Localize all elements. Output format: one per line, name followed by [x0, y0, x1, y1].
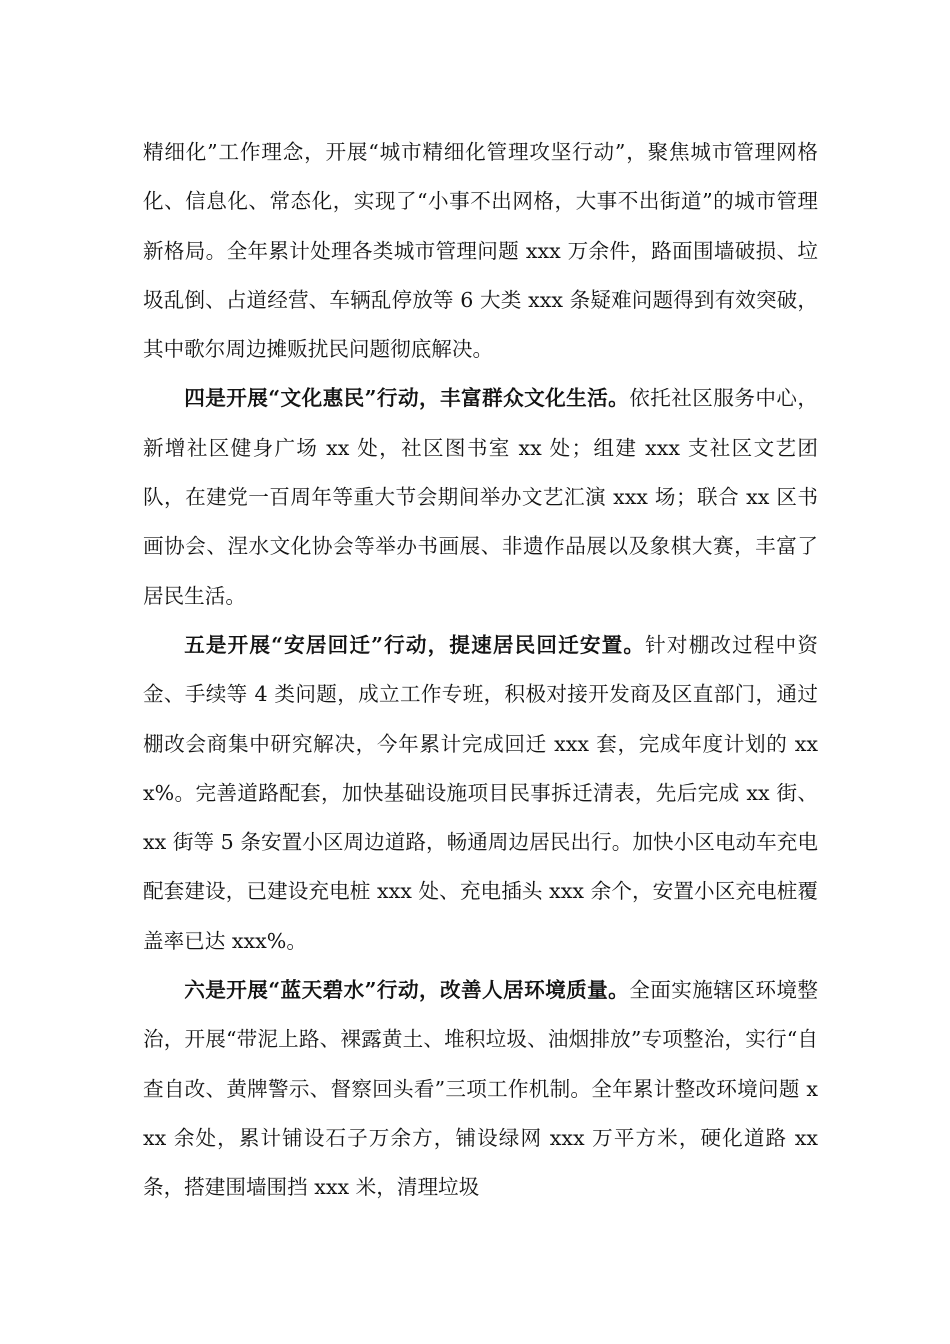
paragraph-lead: 五是开展“安居回迁”行动，提速居民回迁安置。	[184, 632, 646, 657]
paragraph-body: 全面实施辖区环境整治，开展“带泥上路、裸露黄土、堆积垃圾、油烟排放”专项整治，实行“自查自改、黄牌警示、督察回头看”三项工作机制。全年累计整改环境问题 xxx 余处，累计铺设石子万余方，铺设绿网 xxx 万平方米，硬化道路 xx 条，搭建围墙围挡 xxx 米，清理垃圾	[143, 978, 818, 1200]
paragraph-lead: 四是开展“文化惠民”行动，丰富群众文化生活。	[184, 386, 630, 411]
paragraph-body: 依托社区服务中心，新增社区健身广场 xx 处，社区图书室 xx 处；组建 xxx 支社区文艺团队，在建党一百周年等重大节会期间举办文艺汇演 xxx 场；联合 xx 区书画协会、涅水文化协会等举办书画展、非遗作品展以及象棋大赛，丰富了居民生活。	[143, 386, 818, 608]
paragraph-culture	[143, 374, 818, 620]
paragraph-environment	[143, 966, 818, 1212]
paragraph-resettlement	[143, 621, 818, 966]
document-page	[143, 128, 818, 1213]
paragraph-lead: 六是开展“蓝天碧水”行动，改善人居环境质量。	[184, 978, 630, 1003]
paragraph-body: 精细化”工作理念，开展“城市精细化管理攻坚行动”，聚焦城市管理网格化、信息化、常态化，实现了“小事不出网格，大事不出街道”的城市管理新格局。全年累计处理各类城市管理问题 xxx 万余件，路面围墙破损、垃圾乱倒、占道经营、车辆乱停放等 6 大类 xxx 条疑难问题得到有效突破，其中歌尔周边摊贩扰民问题彻底解决。	[143, 140, 818, 362]
paragraph-body: 针对棚改过程中资金、手续等 4 类问题，成立工作专班，积极对接开发商及区直部门，通过棚改会商集中研究解决，今年累计完成回迁 xxx 套，完成年度计划的 xxx%。完善道路配套，加快基础设施项目民事拆迁清表，先后完成 xx 街、xx 街等 5 条安置小区周边道路，畅通周边居民出行。加快小区电动车充电配套建设，已建设充电桩 xxx 处、充电插头 xxx 余个，安置小区充电桩覆盖率已达 xxx%。	[143, 632, 818, 953]
paragraph-city-management	[143, 128, 818, 374]
